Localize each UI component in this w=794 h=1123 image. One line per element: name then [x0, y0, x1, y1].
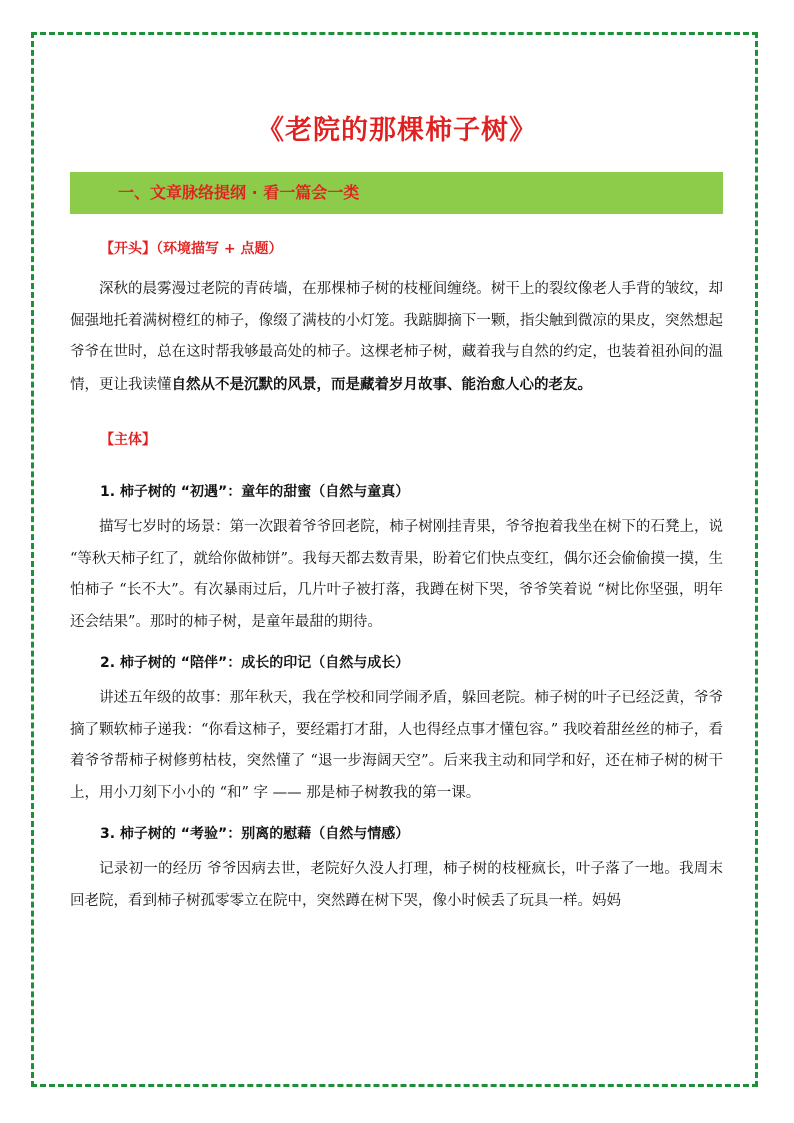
section-heading-text: 一、文章脉络提纲 · 看一篇会一类 — [118, 183, 360, 202]
point-heading-2: 2. 柿子树的 “陪伴”：成长的印记（自然与成长） — [100, 655, 410, 671]
point-paragraph-1: 描写七岁时的场景：第一次跟着爷爷回老院，柿子树刚挂青果，爷爷抱着我坐在树下的石凳上，说 “等秋天柿子红了，就给你做柿饼”。我每天都去数青果，盼着它们快点变红，偶尔还会偷偷摸一摸，生怕柿子 “长不大”。有次暴雨过后，几片叶子被打落，我蹲在树下哭，爷爷笑着说 “树比你坚强，明年还会结果”。那时的柿子树，是童年最甜的期待。 — [70, 519, 723, 630]
opening-paragraph — [70, 274, 723, 401]
opening-label: 【开头】 — [100, 241, 156, 257]
document-body — [70, 238, 723, 917]
section-heading-band — [70, 172, 723, 214]
point-paragraph-2: 讲述五年级的故事：那年秋天，我在学校和同学闹矛盾，躲回老院。柿子树的叶子已经泛黄，爷爷摘了颗软柿子递我：“你看这柿子，要经霜打才甜，人也得经点事才懂包容。” 我咬着甜丝丝的柿子，看着爷爷帮柿子树修剪枯枝，突然懂了 “退一步海阔天空”。后来我主动和同学和好，还在柿子树的树干上，用小刀刻下小小的 “和” 字 —— 那是柿子树教我的第一课。 — [70, 690, 723, 801]
point-paragraph-3: 记录初一的经历 爷爷因病去世，老院好久没人打理，柿子树的枝桠疯长，叶子落了一地。我周末回老院，看到柿子树孤零零立在院中，突然蹲在树下哭，像小时候丢了玩具一样。妈妈 — [70, 861, 723, 909]
document-title: 《老院的那棵柿子树》 — [257, 115, 537, 146]
point-heading-1: 1. 柿子树的 “初遇”：童年的甜蜜（自然与童真） — [100, 484, 410, 500]
opening-heading — [100, 238, 723, 260]
opening-note: （环境描写 + 点题） — [156, 241, 283, 257]
body-heading: 【主体】 — [100, 432, 156, 448]
opening-paragraph-emphasis: 自然从不是沉默的风景，而是藏着岁月故事、能治愈人心的老友。 — [171, 375, 592, 393]
point-heading-3: 3. 柿子树的 “考验”：别离的慰藉（自然与情感） — [100, 826, 410, 842]
opening-paragraph-text: 深秋的晨雾漫过老院的青砖墙，在那棵柿子树的枝桠间缠绕。树干上的裂纹像老人手背的皱纹，却倔强地托着满树橙红的柿子，像缀了满枝的小灯笼。我踮脚摘下一颗，指尖触到微凉的果皮，突然想起爷爷在世时，总在这时帮我够最高处的柿子。这棵老柿子树，藏着我与自然的约定，也装着祖孙间的温情，更让我读懂 — [70, 281, 723, 393]
